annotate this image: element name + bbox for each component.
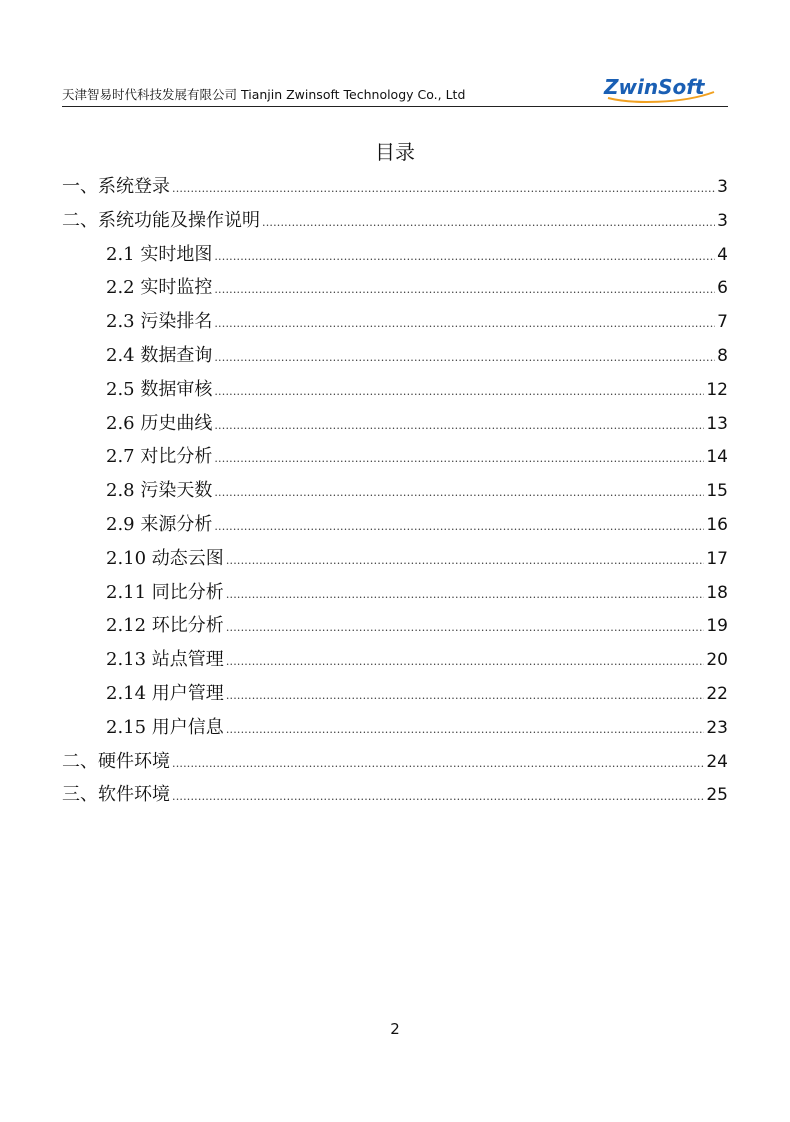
toc-entry-page: 24 (706, 751, 728, 772)
toc-leader-dots (214, 273, 715, 307)
toc-entry-label: 2.4 数据查询 (106, 344, 213, 366)
toc-leader-dots (172, 172, 715, 206)
toc-entry[interactable] (62, 643, 728, 677)
toc-leader-dots (214, 375, 704, 409)
toc-entry-label: 2.6 历史曲线 (106, 412, 213, 434)
toc-leader-dots (226, 578, 705, 612)
toc-entry[interactable] (62, 339, 728, 373)
toc-entry-page: 17 (706, 548, 728, 569)
company-name: 天津智易时代科技发展有限公司 Tianjin Zwinsoft Technology Co., Ltd (62, 87, 466, 102)
toc-entry-label: 一、系统登录 (62, 176, 170, 197)
toc-entry-label: 2.8 污染天数 (106, 480, 213, 502)
page-header (62, 72, 728, 107)
toc-entry-label: 2.10 动态云图 (106, 547, 224, 569)
toc-entry-label: 2.15 用户信息 (106, 716, 224, 738)
toc-entry-label: 2.1 实时地图 (106, 243, 213, 265)
toc-entry-label: 2.12 环比分析 (106, 615, 224, 637)
toc-entry-page: 18 (706, 582, 728, 603)
toc-leader-dots (226, 544, 705, 578)
toc-entry[interactable] (62, 373, 728, 407)
toc-entry-label: 2.3 污染排名 (106, 311, 213, 333)
toc-entry-page: 4 (717, 244, 728, 265)
toc-entry[interactable] (62, 204, 728, 238)
toc-entry[interactable] (62, 474, 728, 508)
toc-entry[interactable] (62, 778, 728, 812)
zwinsoft-logo (602, 74, 726, 104)
toc-entry-label: 二、系统功能及操作说明 (62, 209, 260, 231)
toc-leader-dots (214, 442, 704, 476)
toc-leader-dots (214, 341, 715, 375)
toc-entry-page: 7 (717, 312, 728, 333)
toc-entry[interactable] (62, 609, 728, 643)
toc-entry[interactable] (62, 407, 728, 441)
toc-entry[interactable] (62, 440, 728, 474)
toc-entry-label: 2.2 实时监控 (106, 277, 213, 299)
toc-entry[interactable] (62, 677, 728, 711)
toc-entry-page: 13 (706, 413, 728, 434)
toc-leader-dots (262, 206, 715, 240)
toc-entry-page: 20 (706, 650, 728, 671)
toc-entry-page: 14 (706, 447, 728, 468)
toc-entry-page: 16 (706, 514, 728, 535)
toc-entry-page: 15 (706, 481, 728, 502)
toc-leader-dots (226, 611, 705, 645)
toc-entry-page: 3 (717, 177, 728, 197)
toc-entry-page: 6 (717, 278, 728, 299)
toc-leader-dots (172, 747, 704, 781)
toc-entry-page: 8 (717, 345, 728, 366)
toc-entry-page: 23 (706, 717, 728, 738)
toc-entry[interactable] (62, 711, 728, 745)
toc-entry[interactable] (62, 576, 728, 610)
toc-entry[interactable] (62, 508, 728, 542)
toc-entry-label: 2.14 用户管理 (106, 682, 224, 704)
toc-entry[interactable] (62, 305, 728, 339)
toc-entry-label: 三、软件环境 (62, 784, 170, 806)
page-number: 2 (390, 1020, 400, 1038)
toc-leader-dots (214, 240, 715, 274)
toc-entry-label: 2.13 站点管理 (106, 649, 224, 671)
toc-leader-dots (226, 679, 705, 713)
toc-entry-page: 22 (706, 683, 728, 704)
toc-entry-page: 19 (706, 616, 728, 637)
svg-text:ZwinSoft: ZwinSoft (604, 75, 705, 99)
toc-entry[interactable] (62, 170, 728, 204)
toc-entry[interactable] (62, 542, 728, 576)
toc-entry[interactable] (62, 238, 728, 272)
toc-leader-dots (214, 409, 704, 443)
toc-entry-label: 2.5 数据审核 (106, 378, 213, 400)
toc-entry-page: 3 (717, 210, 728, 231)
toc-entry-label: 二、硬件环境 (62, 750, 170, 772)
toc-entry-label: 2.9 来源分析 (106, 513, 213, 535)
toc-leader-dots (172, 780, 704, 814)
toc-entry-page: 25 (706, 785, 728, 806)
toc-leader-dots (214, 307, 715, 341)
toc-leader-dots (226, 713, 705, 747)
toc-entry[interactable] (62, 271, 728, 305)
toc-entry[interactable] (62, 745, 728, 779)
toc-entry-label: 2.11 同比分析 (106, 581, 224, 603)
toc-leader-dots (214, 476, 704, 510)
toc-entry-page: 12 (706, 379, 728, 400)
table-of-contents (62, 170, 728, 812)
toc-leader-dots (214, 510, 704, 544)
toc-leader-dots (226, 645, 705, 679)
toc-title: 目录 (375, 140, 415, 164)
toc-entry-label: 2.7 对比分析 (106, 446, 213, 468)
